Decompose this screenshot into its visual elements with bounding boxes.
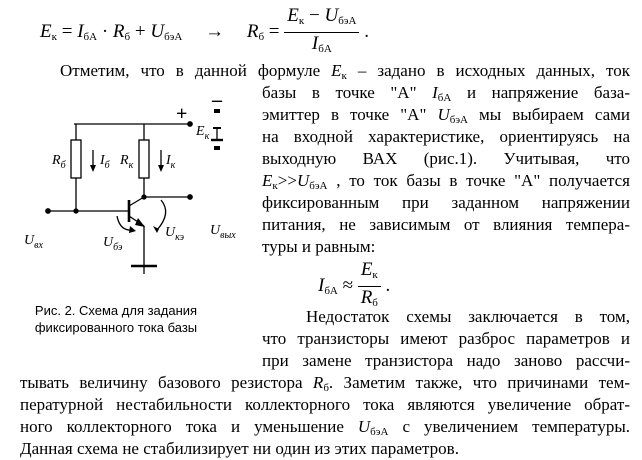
input-terminal [46, 209, 50, 213]
label-rb: $R_б$ [52, 153, 66, 171]
para2-line2: что транзисторы имеют разброс параметров и [262, 329, 630, 348]
formula-approx: $I_{бА}$ ≈ $\frac{E_к}{R_б}$ . [318, 259, 391, 309]
para1-line3: эмиттер в точке "А" $U_{бэА}$ мы выбираем сами [262, 105, 630, 126]
minus-sign: – [212, 89, 222, 111]
label-ik: $I_к$ [166, 153, 176, 171]
formula-base-current: $E_к = I_{бА} \cdot R_б + U_{бэА} \to R_б$ = $\frac{E_к - U_{бэА}}{I_{бА}}$ . [40, 6, 369, 59]
para1-line2: базы в точке "А" $I_{бА}$ и напряжение база- [262, 83, 631, 104]
label-ek: $E_к$ [196, 124, 210, 142]
fraction: $\frac{E_к - U_{бэА}}{I_{бА}}$ [284, 6, 359, 59]
para2-line6: ного коллекторного тока и уменьшение $U_{бэА}$ с увеличением температуры. [20, 417, 630, 438]
emitter-arrow [135, 218, 145, 227]
para2-line4: тывать величину базового резистора $R_б$. Заметим также, что причинами тем- [20, 373, 630, 394]
para2-line5: пературной нестабильности коллекторного тока являются увеличение обрат- [20, 395, 630, 414]
para1-line4: на входной характеристике, ориентируясь на [262, 127, 630, 146]
resistor-rk [139, 140, 149, 178]
para1-line5: выходную ВАХ (рис.1). Учитывая, что [262, 149, 630, 168]
para1-line8: питания, не зависимым от влияния темпера- [262, 215, 630, 234]
label-uvx: $U_{вх}$ [24, 233, 43, 251]
para1-line9: туры и равным: [262, 237, 376, 256]
para1-line6: $E_к>>U_{бэА}$ , то ток базы в точке "А" получается [262, 171, 630, 192]
label-uvyx: $U_{вых}$ [210, 223, 236, 241]
implies-arrow: → [205, 20, 225, 42]
caption-line2: фиксированного тока базы [34, 320, 198, 335]
para1-line1: Отметим, что в данной формуле $E_к$ – задано в исходных данных, ток [60, 61, 630, 82]
label-uke: $U_{кэ}$ [165, 225, 185, 243]
resistor-rb [71, 140, 81, 178]
circuit-diagram [0, 0, 260, 300]
label-ib: $I_б$ [100, 153, 110, 171]
para2-line3: при замене транзистора надо заново рассчи- [262, 351, 630, 370]
output-terminal [188, 195, 192, 199]
label-rk: $R_к$ [120, 153, 134, 171]
caption-line1: Рис. 2. Схема для задания [34, 303, 198, 318]
battery-bottom-terminal [214, 146, 220, 150]
label-ube: $U_{бэ}$ [103, 235, 123, 253]
para2-line7: Данная схема не стабилизирует ни один из этих параметров. [20, 439, 459, 458]
supply-terminal [188, 122, 192, 126]
para2-line1: Недостаток схемы заключается в том, [306, 307, 630, 326]
para1-line7: фиксированным при заданном напряжении [262, 193, 630, 212]
plus-sign: + [176, 103, 188, 125]
figure-caption [4, 302, 228, 336]
